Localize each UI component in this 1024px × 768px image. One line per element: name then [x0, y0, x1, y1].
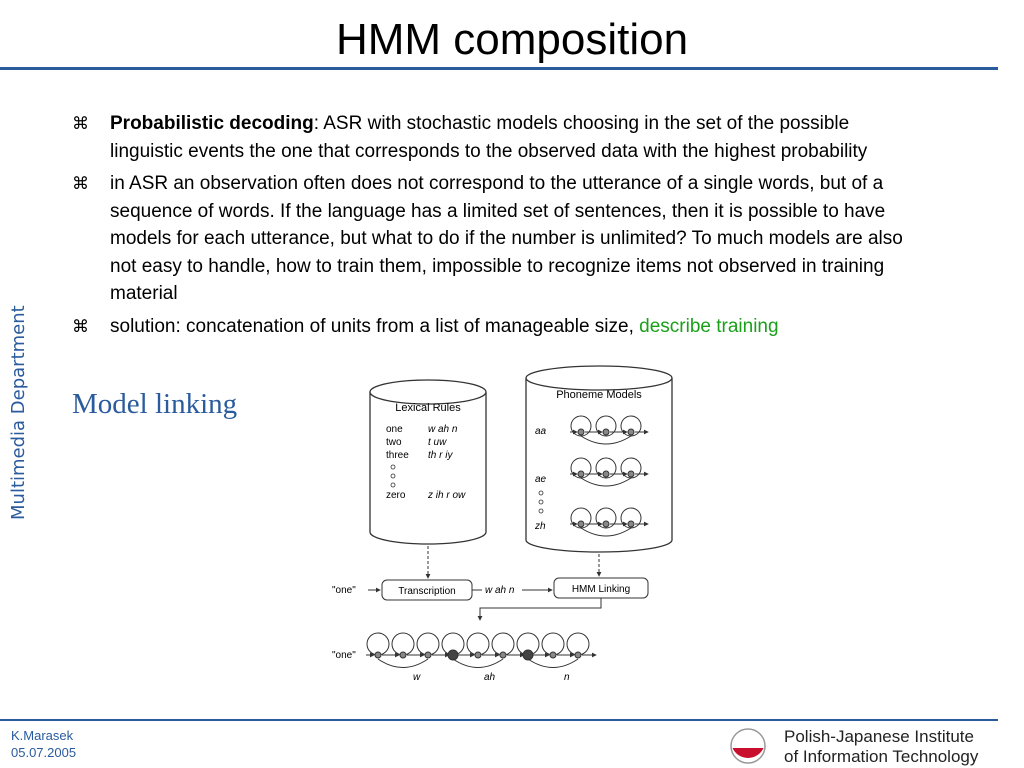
hmm-linking-label: HMM Linking — [571, 584, 631, 595]
lexical-word: zero — [386, 490, 406, 501]
lexical-phones: th r iy — [428, 450, 453, 461]
input-word-one: "one" — [332, 585, 356, 596]
phoneme-models-cylinder — [526, 366, 672, 552]
lexical-phones: z ih r ow — [428, 490, 466, 501]
phoneme-models-title: Phoneme Models — [556, 389, 642, 401]
subheading-model-linking: Model linking — [72, 388, 238, 420]
bullet-item — [72, 170, 922, 308]
describe-training-link[interactable]: describe training — [639, 315, 779, 337]
transcription-label: Transcription — [398, 586, 456, 597]
hmm-linking-figure — [330, 362, 680, 692]
lexical-rules-title: Lexical Rules — [395, 402, 461, 414]
footer-author-block — [11, 727, 76, 761]
side-department-label: Multimedia Department — [8, 305, 29, 520]
phoneme-label: ae — [535, 474, 547, 485]
slide-title: HMM composition — [335, 15, 689, 64]
bullet-text: in ASR an observation often does not correspond to the utterance of a single words, but of a sequence of words. If the language has a limited set of sentences, then it is possible to have models for each utterance, but what to do if the number is unlimited? To much models are also not easy to handle, how to train them, impossible to recognize items not observed in training material — [110, 173, 903, 304]
phone-label-w: w — [413, 672, 421, 683]
footer-divider — [0, 719, 998, 721]
lexical-word: three — [386, 450, 409, 461]
phoneme-label: aa — [535, 426, 547, 437]
lexical-rules-cylinder — [370, 380, 486, 544]
lexical-phones: t uw — [428, 437, 447, 448]
institute-line-2: of Information Technology — [784, 747, 979, 766]
title-divider — [0, 67, 998, 70]
bullet-command-icon: ⌘ — [72, 174, 89, 193]
phone-label-n: n — [564, 672, 570, 683]
output-word-one: "one" — [332, 650, 356, 661]
phone-label-ah: ah — [484, 672, 496, 683]
bullet-text: : ASR with stochastic models choosing in the set of the possible linguistic events the one that corresponds to the observed data with the highest probability — [110, 113, 868, 162]
bullet-command-icon: ⌘ — [72, 316, 89, 336]
bullet-item — [72, 313, 922, 341]
bullet-item — [72, 110, 922, 165]
footer-author: K.Marasek — [11, 728, 74, 743]
institute-name — [784, 727, 978, 767]
bullet-command-icon: ⌘ — [72, 114, 89, 133]
phone-sequence-label: w ah n — [485, 585, 515, 596]
bullet-text: solution: concatenation of units from a list of manageable size, — [110, 315, 640, 337]
bullet-bold-term: Probabilistic decoding — [110, 113, 314, 134]
lexical-phones: w ah n — [428, 424, 458, 435]
phoneme-label: zh — [535, 521, 546, 532]
lexical-word: one — [386, 424, 403, 435]
footer-date: 05.07.2005 — [11, 745, 77, 760]
institute-line-1: Polish-Japanese Institute — [784, 727, 974, 746]
lexical-word: two — [386, 437, 402, 448]
linked-hmm-chain — [366, 633, 596, 668]
bullet-list — [72, 110, 922, 345]
